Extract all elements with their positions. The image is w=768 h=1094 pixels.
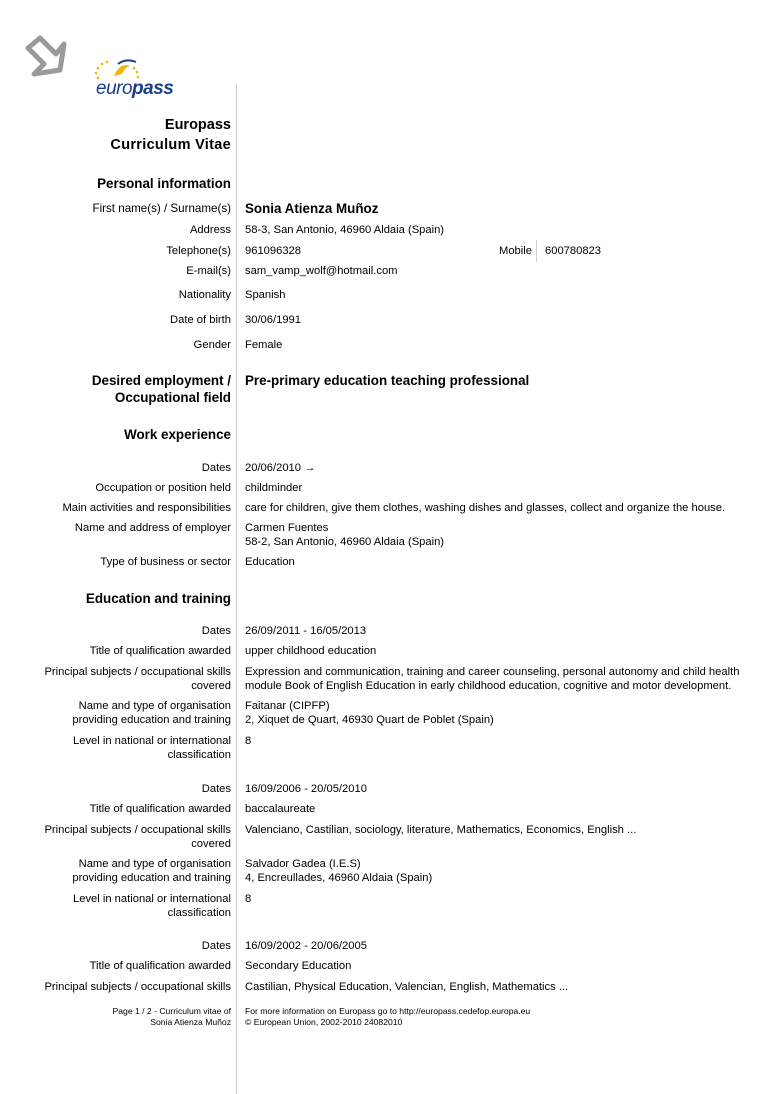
footer-page-line: Page 1 / 2 - Curriculum vitae of (112, 1006, 231, 1016)
section-heading-education: Education and training (85, 591, 231, 606)
activities-label: Main activities and responsibilities (62, 502, 231, 514)
sector-label: Type of business or sector (100, 556, 231, 568)
footer-copyright-line: © European Union, 2002-2010 24082010 (245, 1017, 403, 1027)
edu-title-value: upper childhood education (245, 645, 377, 657)
edu-subjects-label-cont: covered (191, 838, 231, 850)
edu-subjects-label: Principal subjects / occupational skills (44, 666, 231, 678)
telephone-value: 961096328 (245, 245, 301, 257)
pin-icon (22, 30, 72, 80)
edu-title-label: Title of qualification awarded (89, 645, 231, 657)
edu-subjects-label-cont: covered (191, 680, 231, 692)
edu-title-value: Secondary Education (245, 960, 352, 972)
employer-address: 58-2, San Antonio, 46960 Aldaia (Spain) (245, 536, 445, 548)
edu-level-label-cont: classification (167, 749, 231, 761)
name-value: Sonia Atienza Muñoz (245, 201, 379, 216)
work-dates-label: Dates (201, 462, 231, 474)
edu-org-label: Name and type of organisation (78, 700, 231, 712)
address-value: 58-3, San Antonio, 46960 Aldaia (Spain) (245, 224, 445, 236)
logo-wordmark: europass (96, 78, 174, 99)
sector-value: Education (245, 556, 295, 568)
edu-dates-label: Dates (201, 783, 231, 795)
edu-org-label-cont: providing education and training (72, 872, 231, 884)
europass-logo (84, 56, 184, 106)
edu-level-label: Level in national or international (73, 893, 231, 905)
employer-name: Carmen Fuentes (245, 522, 329, 534)
edu-title-label: Title of qualification awarded (89, 803, 231, 815)
gender-label: Gender (193, 339, 231, 351)
occupational-field-label: Occupational field (114, 390, 231, 405)
footer-info (245, 1006, 530, 1028)
edu-subjects-value: Castilian, Physical Education, Valencian, English, Mathematics ... (245, 981, 569, 993)
document-subtitle: Curriculum Vitae (110, 137, 231, 153)
edu-dates-label: Dates (201, 940, 231, 952)
edu-title-label: Title of qualification awarded (89, 960, 231, 972)
edu-level-value: 8 (245, 735, 252, 747)
edu-subjects-label: Principal subjects / occupational skills (44, 824, 231, 836)
edu-level-label-cont: classification (167, 907, 231, 919)
edu-org-label: Name and type of organisation (78, 858, 231, 870)
edu-subjects-value-cont: module Book of English Education in early childhood education, cognitive and motor development. (245, 680, 732, 692)
work-dates-value: 20/06/2010 → (245, 462, 316, 474)
nationality-label: Nationality (178, 289, 231, 301)
edu-dates-value: 16/09/2002 - 20/06/2005 (245, 940, 367, 952)
gender-value: Female (245, 339, 283, 351)
employer-label: Name and address of employer (74, 522, 231, 534)
email-value[interactable]: sam_vamp_wolf@hotmail.com (245, 265, 398, 277)
edu-subjects-value: Expression and communication, training and career counseling, personal autonomy and child health (245, 666, 740, 678)
mobile-label: Mobile (499, 245, 532, 257)
edu-title-value: baccalaureate (245, 803, 316, 815)
edu-level-value: 8 (245, 893, 252, 905)
edu-level-label: Level in national or international (73, 735, 231, 747)
nationality-value: Spanish (245, 289, 286, 301)
dob-value: 30/06/1991 (245, 314, 301, 326)
mobile-value: 600780823 (545, 245, 601, 257)
mobile-separator (536, 240, 537, 262)
email-label: E-mail(s) (186, 265, 231, 277)
telephone-label: Telephone(s) (166, 245, 231, 257)
column-divider (236, 84, 237, 1094)
footer-name-line: Sonia Atienza Muñoz (150, 1017, 231, 1027)
edu-dates-value: 26/09/2011 - 16/05/2013 (245, 625, 367, 637)
edu-dates-label: Dates (201, 625, 231, 637)
edu-org-address: 2, Xiquet de Quart, 46930 Quart de Poblet (Spain) (245, 714, 494, 726)
document-title: Europass (164, 117, 231, 133)
desired-employment-label: Desired employment / (91, 373, 231, 388)
desired-employment-value: Pre-primary education teaching professional (245, 373, 530, 388)
edu-org-label-cont: providing education and training (72, 714, 231, 726)
edu-org-name: Salvador Gadea (I.E.S) (245, 858, 361, 870)
occupation-value: childminder (245, 482, 303, 494)
section-heading-work: Work experience (124, 427, 231, 442)
footer-link-line[interactable]: For more information on Europass go to http://europass.cedefop.europa.eu (245, 1006, 531, 1016)
section-heading-personal: Personal information (97, 176, 231, 191)
footer-page-info (113, 1006, 231, 1028)
edu-dates-value: 16/09/2006 - 20/05/2010 (245, 783, 367, 795)
edu-org-address: 4, Encreullades, 46960 Aldaia (Spain) (245, 872, 433, 884)
name-label: First name(s) / Surname(s) (92, 202, 231, 215)
edu-org-name: Faitanar (CIPFP) (245, 700, 330, 712)
address-label: Address (189, 224, 231, 236)
dob-label: Date of birth (170, 314, 231, 326)
edu-subjects-value: Valenciano, Castilian, sociology, literature, Mathematics, Economics, English ... (245, 824, 637, 836)
occupation-label: Occupation or position held (95, 482, 231, 494)
edu-subjects-label: Principal subjects / occupational skills (44, 981, 231, 993)
activities-value: care for children, give them clothes, washing dishes and glasses, collect and organize the house. (245, 502, 726, 514)
